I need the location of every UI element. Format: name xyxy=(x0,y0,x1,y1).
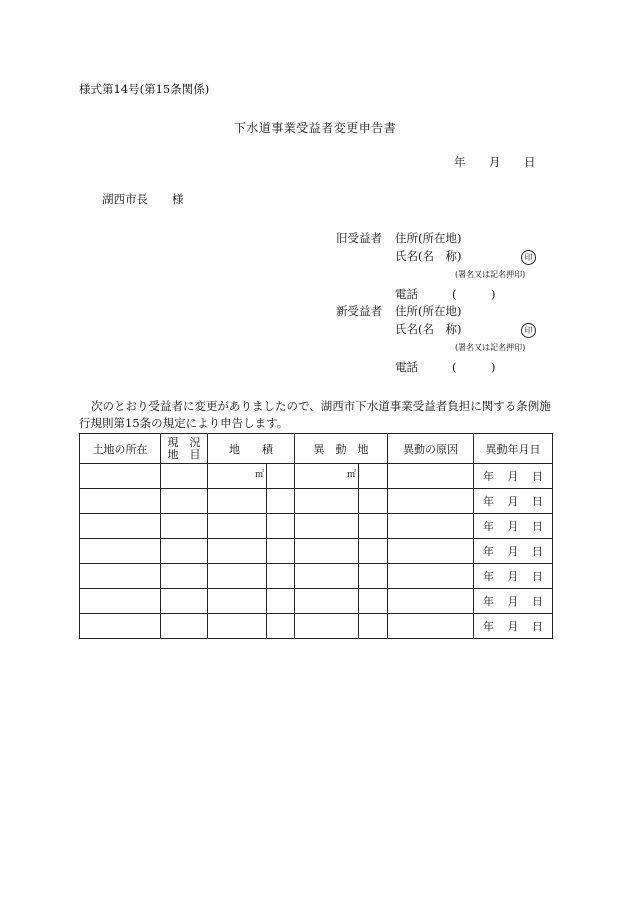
date-month-label: 月 xyxy=(489,155,501,169)
cell-change-area[interactable] xyxy=(295,564,359,589)
area-unit-label: ㎡ xyxy=(346,470,356,480)
cell-date[interactable] xyxy=(474,539,553,564)
cell-area-fraction[interactable] xyxy=(267,514,295,539)
cell-change-area[interactable] xyxy=(295,589,359,614)
old-signature-note: (署名又は記名押印) xyxy=(455,270,526,279)
cell-area-fraction[interactable] xyxy=(267,464,295,489)
table-row xyxy=(80,464,553,489)
header-date: 異動年月日 xyxy=(474,434,553,464)
cell-reason[interactable] xyxy=(388,614,474,639)
date-day-label: 日 xyxy=(524,155,536,169)
table-row xyxy=(80,564,553,589)
cell-change-area[interactable] xyxy=(295,539,359,564)
cell-change-area[interactable] xyxy=(295,464,359,489)
cell-date[interactable] xyxy=(474,514,553,539)
cell-category[interactable] xyxy=(161,539,208,564)
cell-change-area[interactable] xyxy=(295,614,359,639)
new-name-label: 氏名(名 称) xyxy=(395,322,462,336)
cell-area-fraction[interactable] xyxy=(267,589,295,614)
cell-area-fraction[interactable] xyxy=(267,489,295,514)
cell-category[interactable] xyxy=(161,589,208,614)
cell-location[interactable] xyxy=(80,514,161,539)
cell-change-area-fraction[interactable] xyxy=(359,614,388,639)
cell-location[interactable] xyxy=(80,464,161,489)
table-body xyxy=(80,464,553,639)
area-unit-label: ㎡ xyxy=(254,470,264,480)
header-change-area: 異 動 地 xyxy=(295,434,388,464)
cell-change-area-fraction[interactable] xyxy=(359,539,388,564)
cell-category[interactable] xyxy=(161,464,208,489)
new-signature-note: (署名又は記名押印) xyxy=(455,343,526,352)
cell-location[interactable] xyxy=(80,564,161,589)
cell-reason[interactable] xyxy=(388,564,474,589)
row-date-label: 年 月 日 xyxy=(483,520,543,533)
old-seal-icon: 印 xyxy=(521,250,536,265)
table-row xyxy=(80,489,553,514)
cell-change-area[interactable] xyxy=(295,514,359,539)
form-number: 様式第14号(第15条関係) xyxy=(79,82,210,96)
table-row xyxy=(80,589,553,614)
cell-reason[interactable] xyxy=(388,514,474,539)
header-reason: 異動の原因 xyxy=(388,434,474,464)
cell-category[interactable] xyxy=(161,564,208,589)
addressee-suffix: 様 xyxy=(172,192,184,206)
table-row xyxy=(80,514,553,539)
table-header-row xyxy=(80,434,553,464)
cell-area-fraction[interactable] xyxy=(267,614,295,639)
cell-date[interactable] xyxy=(474,614,553,639)
header-category-bottom: 地 目 xyxy=(167,447,201,461)
cell-date[interactable] xyxy=(474,464,553,489)
row-date-label: 年 月 日 xyxy=(483,595,543,608)
cell-change-area-fraction[interactable] xyxy=(359,564,388,589)
table-row xyxy=(80,614,553,639)
cell-change-area-fraction[interactable] xyxy=(359,464,388,489)
cell-category[interactable] xyxy=(161,489,208,514)
cell-change-area[interactable] xyxy=(295,489,359,514)
statement-text: 次のとおり受益者に変更がありましたので、湖西市下水道事業受益者負担に関する条例施行規則第15条の規定により申告します。 xyxy=(79,399,551,430)
cell-date[interactable] xyxy=(474,564,553,589)
cell-reason[interactable] xyxy=(388,539,474,564)
page-title: 下水道事業受益者変更申告書 xyxy=(233,121,397,135)
header-location: 土地の所在 xyxy=(80,434,161,464)
cell-area[interactable] xyxy=(208,539,267,564)
cell-date[interactable] xyxy=(474,589,553,614)
new-phone-field[interactable]: ( ) xyxy=(452,360,496,374)
date-year-label: 年 xyxy=(454,155,466,169)
row-date-label: 年 月 日 xyxy=(483,620,543,633)
row-date-label: 年 月 日 xyxy=(483,470,543,483)
cell-area-fraction[interactable] xyxy=(267,539,295,564)
old-beneficiary-label: 旧受益者 xyxy=(336,231,382,245)
cell-area[interactable] xyxy=(208,464,267,489)
new-beneficiary-label: 新受益者 xyxy=(336,304,382,318)
cell-location[interactable] xyxy=(80,589,161,614)
header-category-top: 現 況 xyxy=(167,435,201,449)
cell-area[interactable] xyxy=(208,514,267,539)
cell-area[interactable] xyxy=(208,564,267,589)
new-phone-label: 電話 xyxy=(395,360,418,374)
old-phone-field[interactable]: ( ) xyxy=(452,287,496,301)
addressee: 湖西市長 xyxy=(102,192,148,206)
cell-change-area-fraction[interactable] xyxy=(359,514,388,539)
cell-reason[interactable] xyxy=(388,489,474,514)
cell-location[interactable] xyxy=(80,539,161,564)
new-seal-icon: 印 xyxy=(521,323,536,338)
old-name-label: 氏名(名 称) xyxy=(395,249,462,263)
header-category xyxy=(161,434,208,464)
cell-location[interactable] xyxy=(80,489,161,514)
header-area: 地 積 xyxy=(208,434,295,464)
cell-category[interactable] xyxy=(161,614,208,639)
cell-change-area-fraction[interactable] xyxy=(359,589,388,614)
cell-date[interactable] xyxy=(474,489,553,514)
change-table xyxy=(79,433,553,639)
row-date-label: 年 月 日 xyxy=(483,545,543,558)
row-date-label: 年 月 日 xyxy=(483,495,543,508)
cell-area[interactable] xyxy=(208,589,267,614)
old-address-label: 住所(所在地) xyxy=(395,231,462,245)
cell-category[interactable] xyxy=(161,514,208,539)
new-address-label: 住所(所在地) xyxy=(395,304,462,318)
cell-area[interactable] xyxy=(208,614,267,639)
cell-area-fraction[interactable] xyxy=(267,564,295,589)
row-date-label: 年 月 日 xyxy=(483,570,543,583)
table-row xyxy=(80,539,553,564)
cell-change-area-fraction[interactable] xyxy=(359,489,388,514)
cell-location[interactable] xyxy=(80,614,161,639)
cell-area[interactable] xyxy=(208,489,267,514)
cell-reason[interactable] xyxy=(388,464,474,489)
cell-reason[interactable] xyxy=(388,589,474,614)
old-phone-label: 電話 xyxy=(395,287,418,301)
